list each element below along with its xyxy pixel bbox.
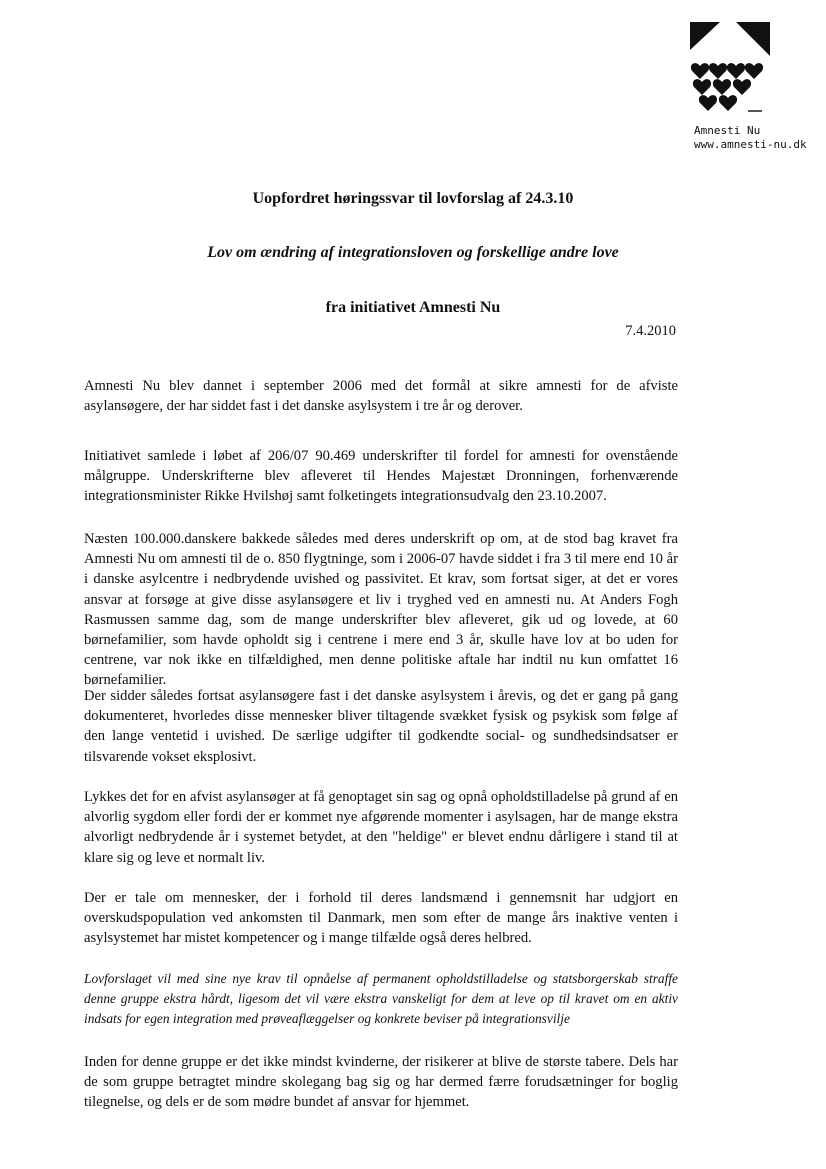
paragraph-8: Inden for denne gruppe er det ikke mindst kvinderne, der risikerer at blive de største tabere. Dels har de som gruppe betragtet mindre skolegang bag sig og har dermed færre forudsætninger for boglig tilegnelse, og dels er de som mødre bundet af ansvar for hjemmet. [84,1054,678,1111]
org-url: www.amnesti-nu.dk [694,138,807,151]
document-from: fra initiativet Amnesti Nu [325,299,501,316]
document-date: 7.4.2010 [625,323,676,339]
paragraph-1: Amnesti Nu blev dannet i september 2006 med det formål at sikre amnesti for de afviste asylansøgere, der har siddet fast i det danske asylsystem i tre år og derover. [84,378,678,415]
paragraph-2: Initiativet samlede i løbet af 206/07 90.469 underskrifter til fordel for amnesti for ovenstående målgruppe. Underskrifterne blev afleveret til Hendes Majestæt Dronningen, forhenværende integrationsminister Rikke Hvilshøj samt folketingets integrationsudvalg den 23.10.2007. [84,448,678,505]
org-contact [694,124,807,152]
org-name: Amnesti Nu [694,124,761,137]
document-title: Uopfordret høringssvar til lovforslag af 24.3.10 [252,190,574,207]
paragraph-7-italic: Lovforslaget vil med sine nye krav til opnåelse af permanent opholdstilladelse og statsborgerskab straffe denne gruppe ekstra hårdt, ligesom det vil være ekstra vanskeligt for dem at leve op til kravet om en aktiv indsats for egen integration med prøveaflæggelser og konkrete beviser på integrationsvilje [84,971,678,1026]
paragraph-4: Der sidder således fortsat asylansøgere fast i det danske asylsystem i årevis, og det er gang på gang dokumenteret, hvorledes disse mennesker bliver tiltagende svækket fysisk og psykisk som følge af den lange ventetid i uvished. De særlige udgifter til godkendte social- og sundhedsindsatser er tilsvarende vokset eksplosivt. [84,688,678,765]
paragraph-3: Næsten 100.000.danskere bakkede således med deres underskrift op om, at de stod bag kravet fra Amnesti Nu om amnesti til de o. 850 flygtninge, som i 2006-07 havde siddet i fra 3 til mere end 10 år i danske asylcentre i nedbrydende uvished og passivitet. Et krav, som fortsat siger, at det er vores ansvar at forsøge at give disse asylansøgere et liv i tryghed ved en amnesti nu. At Anders Fogh Rasmussen samme dag, som de mange underskrifter blev afleveret, gik ud og lovede, at 60 børnefamilier, som havde opholdt sig i centrene i mere end 3 år, skulle have lov at bo uden for centrene, var nok ikke en tilfældighed, men denne politiske aftale har indtil nu kun omfattet 16 børnefamilier. [84,531,678,689]
amnesti-nu-logo [690,22,770,122]
paragraph-6: Der er tale om mennesker, der i forhold til deres landsmænd i gennemsnit har udgjort en overskudspopulation ved ankomsten til Danmark, men som efter de mange års inaktive venten i asylsystemet har mistet kompetencer og i mange tilfælde også deres helbred. [84,890,678,947]
document-subtitle: Lov om ændring af integrationsloven og forskellige andre love [207,244,619,261]
paragraph-5: Lykkes det for en afvist asylansøger at få genoptaget sin sag og opnå opholdstilladelse på grund af en alvorlig sygdom eller fordi der er kommet nye afgørende momenter i asylsagen, har de mange ekstra alvorligt nedbrydende år i systemet betydet, at den "heldige" er blevet endnu dårligere i stand til at klare sig og leve et normalt liv. [84,789,678,866]
